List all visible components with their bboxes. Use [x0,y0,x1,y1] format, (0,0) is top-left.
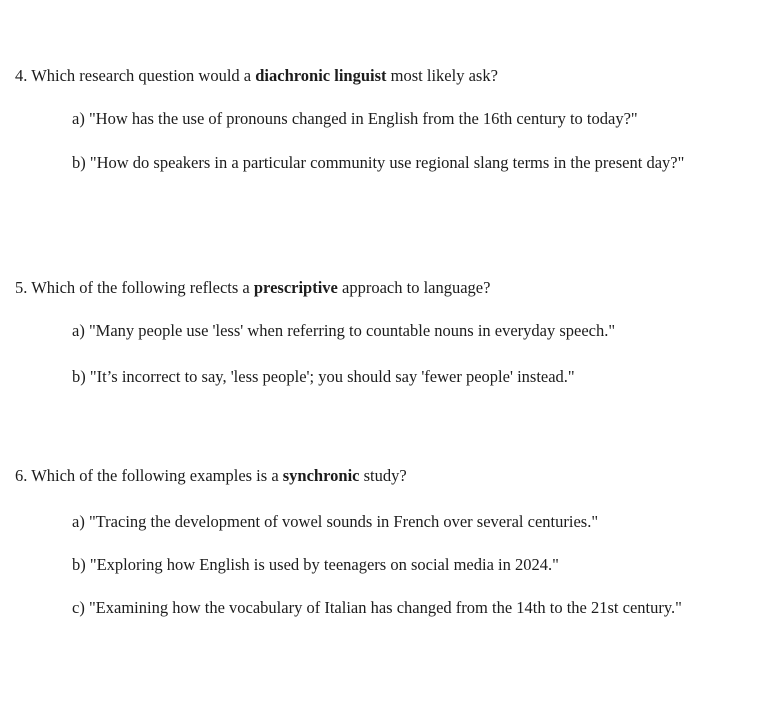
question-6-option-a: a) "Tracing the development of vowel sounds in French over several centuries." [72,512,599,531]
question-4-suffix: most likely ask? [386,66,498,85]
question-5-keyword: prescriptive [253,278,338,297]
question-6 [15,466,755,486]
question-5 [15,278,755,298]
question-5-option-b: b) "It’s incorrect to say, 'less people'; you should say 'fewer people' instead." [72,367,575,386]
question-6-keyword: synchronic [282,466,360,485]
question-6-option-c: c) "Examining how the vocabulary of Italian has changed from the 14th to the 21st century." [72,598,682,617]
question-4-keyword: diachronic linguist [255,66,387,85]
question-4 [15,66,755,86]
question-6-option-b: b) "Exploring how English is used by teenagers on social media in 2024." [72,555,559,574]
question-4-option-a: a) "How has the use of pronouns changed in English from the 16th century to today?" [72,109,638,128]
question-5-prefix: 5. Which of the following reflects a [15,278,254,297]
question-6-suffix: study? [359,466,407,485]
question-5-option-a: a) "Many people use 'less' when referring to countable nouns in everyday speech." [72,321,616,340]
question-6-prefix: 6. Which of the following examples is a [15,466,283,485]
question-4-option-b: b) "How do speakers in a particular community use regional slang terms in the present day?" [72,153,685,172]
question-4-prefix: 4. Which research question would a [15,66,256,85]
question-5-suffix: approach to language? [337,278,491,297]
